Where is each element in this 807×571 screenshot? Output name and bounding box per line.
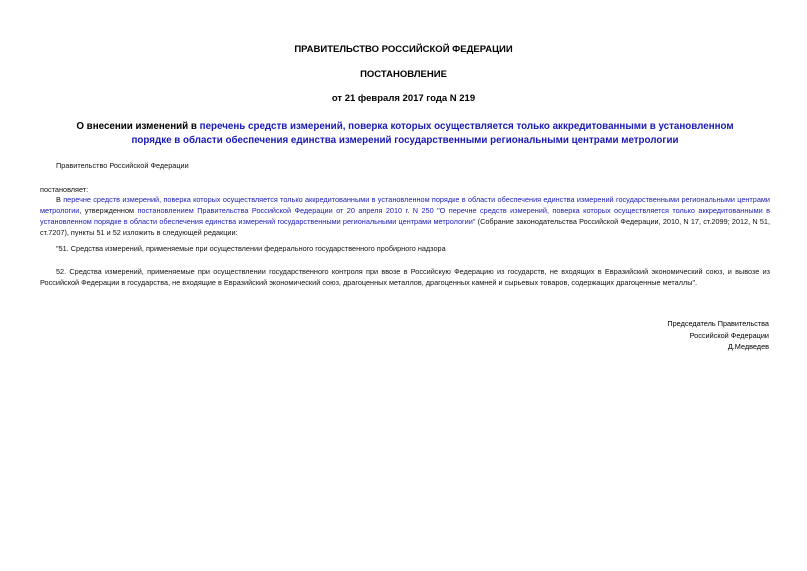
government-line: Правительство Российской Федерации <box>56 161 189 170</box>
list-link[interactable]: перечне средств измерений, поверка которых осуществляется только аккредитованными в установленном порядке в области обеспечения единства измерений государственными региональными центрами метрологии <box>40 195 770 215</box>
paragraph-item-52: 52. Средства измерений, применяемые при осуществлении государственного контроля при ввозе в Российскую Федерацию из государств, не входящих в Евразийский экономический союз, и вывозе из Российской Федерации в государства, не входящие в Евразийский экономический союз, драгоценных металлов, драгоценных камней и сырьевых товаров, содержащих драгоценные металлы". <box>40 267 770 287</box>
title-link[interactable]: перечень средств измерений, поверка которых осуществляется только аккредитованными в установленном порядке в области обеспечения единства измерений государственными региональными центрами метрологии <box>131 121 734 146</box>
resolution-link[interactable]: постановлением Правительства Российской Федерации от 20 апреля 2010 г. N 250 "О перечне средств измерений, поверка которых осуществляется только аккредитованными в установленном порядке в области обеспечения единства измерений государственными региональными центрами метрологии" <box>40 206 770 226</box>
p1-mid: , утвержденном <box>79 206 138 215</box>
p1-prefix: В <box>56 195 64 204</box>
government-heading: ПРАВИТЕЛЬСТВО РОССИЙСКОЙ ФЕДЕРАЦИИ <box>294 44 513 55</box>
signature-name: Д.Медведев <box>727 342 769 351</box>
p1-suffix: (Собрание законодательства Российской Федерации, 2010, N 17, ст.2099; 2012, N 51, ст.7207), пункты 51 и 52 изложить в следующей редакции: <box>40 217 770 237</box>
decrees-line: постановляет: <box>40 185 89 194</box>
signature-org: Российской Федерации <box>689 330 769 340</box>
signature-title: Председатель Правительства <box>667 319 769 328</box>
paragraph-amendment <box>40 194 770 238</box>
paragraph-item-51: "51. Средства измерений, применяемые при осуществлении федерального государственного пробирного надзора <box>56 244 446 253</box>
document-type-heading: ПОСТАНОВЛЕНИЕ <box>360 69 447 80</box>
title-prefix: О внесении изменений в <box>76 121 200 132</box>
document-title <box>60 120 750 148</box>
signature-block <box>667 318 769 353</box>
date-number-heading: от 21 февраля 2017 года N 219 <box>331 93 476 104</box>
